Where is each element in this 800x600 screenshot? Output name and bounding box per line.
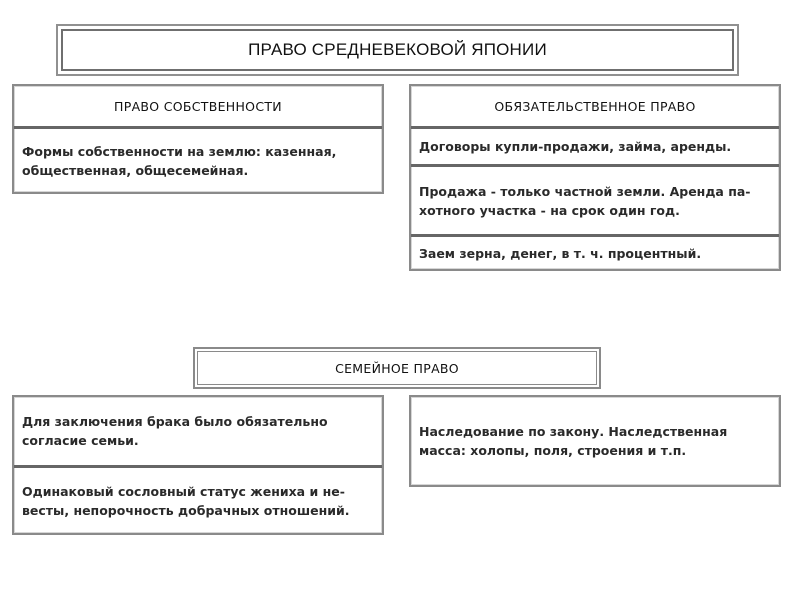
family-law-right-box	[409, 395, 781, 487]
obligation-law-item	[411, 234, 779, 269]
obligation-law-item-text: Заем зерна, денег, в т. ч. процентный.	[419, 245, 702, 261]
family-law-header: СЕМЕЙНОЕ ПРАВО	[193, 347, 601, 389]
family-law-item-text: Одинаковый сословный статус жениха и не-весты, непорочность добрачных отношений.	[22, 483, 350, 518]
family-law-item	[14, 397, 382, 465]
obligation-law-item-text: Продажа - только частной земли. Аренда па-хотного участка - на срок один год.	[419, 183, 751, 218]
property-law-item-text: Формы собственности на землю: казенная, общественная, общесемейная.	[22, 143, 337, 178]
obligation-law-box	[409, 84, 781, 271]
family-law-left-box	[12, 395, 384, 535]
family-law-item	[411, 397, 779, 485]
diagram-title: ПРАВО СРЕДНЕВЕКОВОЙ ЯПОНИИ	[61, 29, 734, 71]
property-law-box	[12, 84, 384, 194]
family-law-item-text: Наследование по закону. Наследственная масса: холопы, поля, строения и т.п.	[419, 424, 728, 458]
obligation-law-item-text: Договоры купли-продажи, займа, аренды.	[419, 139, 732, 154]
property-law-header: ПРАВО СОБСТВЕННОСТИ	[114, 98, 282, 114]
family-law-item	[14, 465, 382, 533]
diagram-title-box	[56, 24, 739, 76]
property-law-item	[14, 126, 382, 192]
obligation-law-item	[411, 126, 779, 164]
obligation-law-item	[411, 164, 779, 234]
family-law-item-text: Для заключения брака было обязательно согласие семьи.	[22, 414, 328, 448]
obligation-law-header: ОБЯЗАТЕЛЬСТВЕННОЕ ПРАВО	[494, 98, 696, 114]
